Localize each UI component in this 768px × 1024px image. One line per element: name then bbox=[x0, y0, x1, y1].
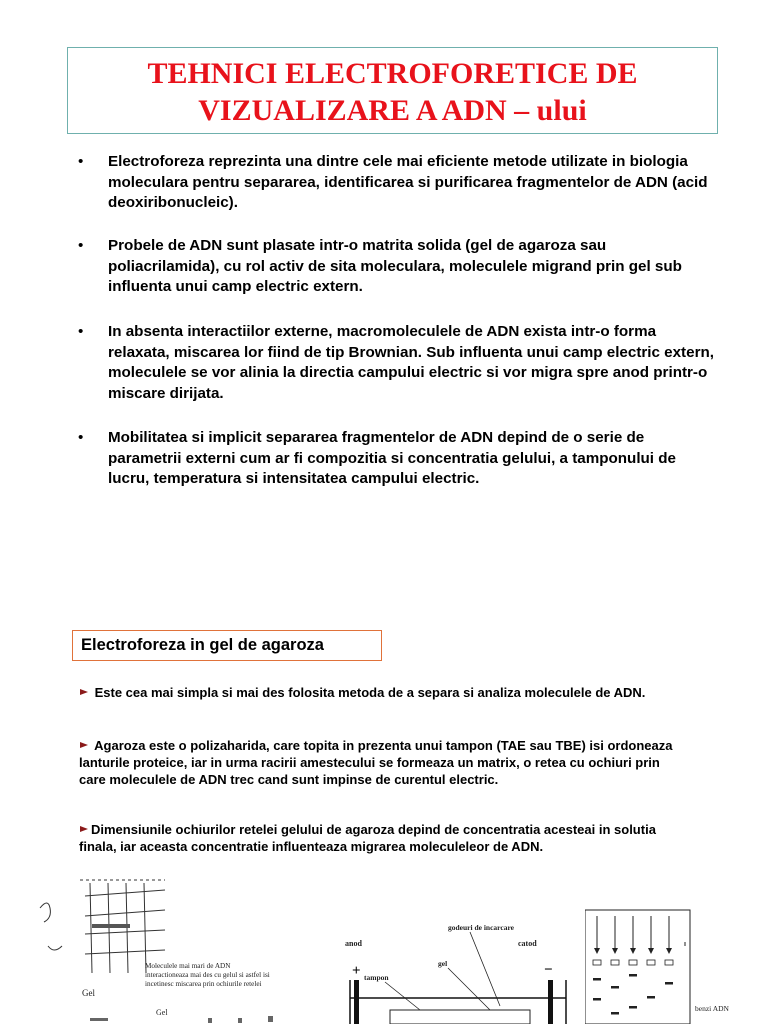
bullet-text: Electroforeza reprezinta una dintre cele mai eficiente metode utilizate in biologia moleculara pentru separarea, identificarea si purificarea fragmentelor de ADN (acid deoxiribonucleic). bbox=[108, 153, 708, 211]
arrow-bullet-icon bbox=[79, 824, 91, 834]
plus-sign: + bbox=[352, 963, 361, 979]
paragraph-text: Este cea mai simpla si mai des folosita metoda de a separa si analiza moleculele de ADN. bbox=[91, 685, 646, 700]
bullet-marker: • bbox=[78, 323, 84, 340]
godeuri-label: godeuri de incarcare bbox=[448, 923, 514, 932]
dna-bands-figure bbox=[585, 908, 768, 1024]
electrophoresis-tank-figure bbox=[340, 918, 580, 1024]
gel-label: Gel bbox=[82, 988, 95, 998]
bullet-text: In absenta interactiilor externe, macromoleculele de ADN exista intr-o forma relaxata, miscarea lor fiind de tip Brownian. Sub influenta unui camp electric extern, moleculele se vor alinia la directia campului electric si vor migra spre anod printr-o miscare dirijata. bbox=[108, 323, 714, 402]
benzi-label: benzi ADN bbox=[695, 1004, 729, 1013]
bullet-1 bbox=[78, 152, 718, 214]
bullet-marker: • bbox=[78, 429, 84, 446]
bullet-text: Mobilitatea si implicit separarea fragmentelor de ADN depind de o serie de parametrii externi cum ar fi compozitia si concentratia gelului, a tamponului de lucru, temperatura si intensitatea campului electric. bbox=[108, 429, 676, 487]
paragraph-text: Agaroza este o polizaharida, care topita in prezenta unui tampon (TAE sau TBE) isi ordoneaza lanturile proteice, iar in urma racirii amestecului se formeaza un matrix, o retea cu ochiuri prin care moleculele de ADN trec cand sunt impinse de curentul electric. bbox=[79, 738, 673, 787]
bullet-3 bbox=[78, 322, 718, 404]
tampon-label: tampon bbox=[364, 973, 389, 982]
paragraph-text: Dimensiunile ochiurilor retelei gelului de agaroza depind de concentratia acesteai in solutia finala, iar aceasta concentratie influenteaza migrarea moleculeleor de ADN. bbox=[79, 822, 656, 854]
bullet-marker: • bbox=[78, 237, 84, 254]
paragraph-3 bbox=[79, 821, 679, 855]
title-line-1: TEHNICI ELECTROFORETICE DE bbox=[147, 57, 638, 90]
minus-sign: − bbox=[544, 962, 553, 978]
title-box bbox=[67, 47, 718, 134]
bullet-marker: • bbox=[78, 153, 84, 170]
page-title bbox=[68, 48, 717, 129]
anod-label: anod bbox=[345, 939, 362, 948]
bullet-2 bbox=[78, 236, 718, 298]
paragraph-2 bbox=[79, 737, 679, 788]
subheading: Electroforeza in gel de agaroza bbox=[81, 636, 324, 654]
subheading-box bbox=[72, 630, 382, 661]
bullet-text: Probele de ADN sunt plasate intr-o matrita solida (gel de agaroza sau poliacrilamida), cu rol activ de sita moleculara, moleculele migrand prin gel sub influenta unui camp electric extern. bbox=[108, 237, 682, 295]
gel-label: gel bbox=[438, 959, 448, 968]
catod-label: catod bbox=[518, 939, 537, 948]
figure-caption: Moleculele mai mari de ADN interactioneaza mai des cu gelul si astfel isi incetinesc miscarea prin ochiurile retelei bbox=[145, 962, 270, 988]
arrow-bullet-icon bbox=[79, 687, 91, 697]
gel-network-figure bbox=[30, 878, 300, 1024]
bullet-4 bbox=[78, 428, 718, 490]
arrow-bullet-icon bbox=[79, 740, 91, 750]
title-line-2: VIZUALIZARE A ADN – ului bbox=[198, 94, 587, 127]
gel-label-2: Gel bbox=[156, 1008, 168, 1017]
paragraph-1 bbox=[79, 684, 679, 701]
